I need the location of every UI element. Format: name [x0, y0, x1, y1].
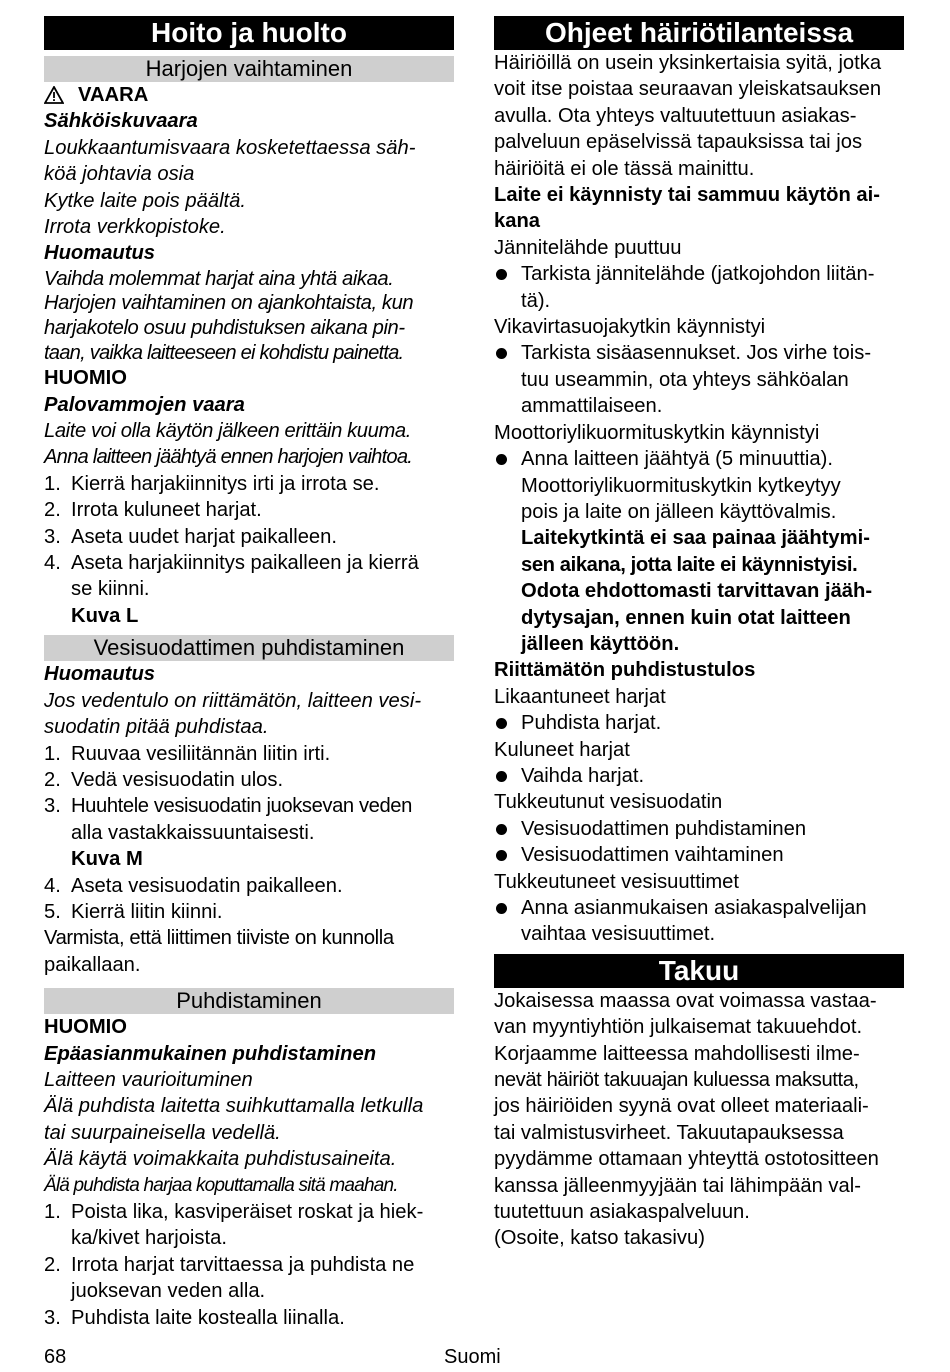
remedy-item: [494, 842, 904, 868]
remedy-item: [494, 763, 904, 789]
text-line: Kierrä harjakiinnitys irti ja irrota se.: [71, 472, 380, 495]
remedy-item: [494, 816, 904, 842]
text-line: taan, vaikka laitteeseen ei kohdistu painetta.: [44, 341, 404, 364]
list-item: [44, 1305, 454, 1331]
section-title-warranty: Takuu: [494, 954, 904, 988]
danger-label: VAARA: [78, 84, 149, 106]
text-line: harjakotelo osuu puhdistuksen aikana pin-: [44, 317, 405, 340]
text-line: köä johtavia osia: [44, 163, 195, 186]
text-line: häiriöitä ei ole tässä mainittu.: [494, 157, 755, 180]
text-line: Laite ei käynnisty tai sammuu käytön ai-: [494, 184, 880, 207]
subheading-cleaning: Puhdistaminen: [44, 988, 454, 1014]
text-line: Korjaamme laitteessa mahdollisesti ilme-: [494, 1042, 860, 1065]
right-column: [494, 16, 904, 1252]
bullet-icon: [496, 771, 507, 782]
text-line: juoksevan veden alla.: [71, 1280, 266, 1303]
subheading-brush-replacement: Harjojen vaihtaminen: [44, 56, 454, 82]
step-number: 2.: [44, 768, 61, 791]
step-number: 1.: [44, 472, 61, 495]
text-line: Puhdista harjat.: [521, 712, 662, 735]
text-line: avulla. Ota yhteys valtuutettuun asiakas-: [494, 104, 857, 127]
step-number: 3.: [44, 525, 61, 548]
text-line: dytysajan, ennen kuin otat laitteen: [521, 606, 851, 629]
step-number: 3.: [44, 1306, 61, 1329]
list-item: [44, 524, 454, 550]
section-title-maintenance: Hoito ja huolto: [44, 16, 454, 50]
text-line: tai valmistusvirheet. Takuutapauksessa: [494, 1121, 844, 1144]
text-line: Poista lika, kasviperäiset roskat ja hiek-: [71, 1201, 424, 1223]
note-text: [44, 267, 454, 365]
list-item: [44, 1199, 454, 1252]
caution-label: HUOMIO: [44, 1016, 127, 1039]
danger-text: [44, 135, 454, 241]
bullet-icon: [496, 269, 507, 280]
text-line: kana: [494, 210, 541, 233]
caution-type: Epäasianmukainen puhdistaminen: [44, 1042, 377, 1065]
text-line: palveluun epäselvissä tapauksissa tai jos: [494, 131, 863, 154]
fault-cause: Jännitelähde puuttuu: [494, 236, 682, 259]
text-line: Vaihda harjat.: [521, 764, 645, 787]
fault-heading: Riittämätön puhdistustulos: [494, 659, 756, 682]
text-line: Älä puhdista laitetta suihkuttamalla letkulla: [44, 1095, 424, 1118]
list-item: [44, 899, 454, 925]
list-item: [44, 1252, 454, 1305]
text-line: Laitekytkintä ei saa painaa jäähtymi-: [521, 527, 870, 550]
note-text: [44, 688, 454, 741]
bullet-icon: [496, 850, 507, 861]
text-line: Ruuvaa vesiliitännän liitin irti.: [71, 742, 331, 765]
bullet-icon: [496, 903, 507, 914]
warning-triangle-icon: [44, 86, 64, 104]
text-line: Anna asianmukaisen asiakaspalvelijan: [521, 897, 867, 919]
troubleshooting-intro: [494, 50, 904, 182]
text-line: Laite voi olla käytön jälkeen erittäin kuuma.: [44, 420, 411, 443]
remedy-item: [494, 261, 904, 314]
step-number: 4.: [44, 874, 61, 897]
text-line: Anna laitteen jäähtyä ennen harjojen vaihtoa.: [44, 446, 413, 469]
step-number: 1.: [44, 742, 61, 765]
list-item: [44, 767, 454, 793]
text-line: Tarkista jännitelähde (jatkojohdon liitän-: [521, 263, 875, 286]
text-line: Jos vedentulo on riittämätön, laitteen vesi-: [44, 689, 422, 712]
text-line: Moottoriylikuormituskytkin kytkeytyy: [521, 474, 841, 497]
text-line: Laitteen vaurioituminen: [44, 1068, 253, 1091]
bullet-icon: [496, 718, 507, 729]
caution-label: HUOMIO: [44, 367, 127, 390]
list-item: [44, 497, 454, 523]
step-number: 5.: [44, 900, 61, 923]
text-line: Huuhtele vesisuodatin juoksevan veden: [71, 795, 412, 818]
text-line: Kytke laite pois päältä.: [44, 189, 246, 212]
note-label: Huomautus: [44, 242, 156, 265]
cleaning-steps-list: [44, 1199, 454, 1331]
danger-type: Sähköiskuvaara: [44, 110, 198, 133]
text-line: Vaihda molemmat harjat aina yhtä aikaa.: [44, 267, 394, 290]
list-item: [44, 873, 454, 899]
text-line: tä).: [521, 289, 551, 312]
text-line: Loukkaantumisvaara kosketettaessa säh-: [44, 136, 416, 159]
left-column: [44, 16, 454, 1331]
step-number: 3.: [44, 795, 61, 818]
bullet-icon: [496, 824, 507, 835]
text-line: Irrota verkkopistoke.: [44, 216, 226, 239]
section-title-troubleshooting: Ohjeet häiriötilanteissa: [494, 16, 904, 50]
text-line: Aseta uudet harjat paikalleen.: [71, 525, 337, 548]
step-number: 2.: [44, 499, 61, 522]
footer-language: Suomi: [444, 1346, 501, 1368]
text-line: paikallaan.: [44, 953, 141, 976]
text-line: Vesisuodattimen vaihtaminen: [521, 844, 784, 867]
text-line: Aseta vesisuodatin paikalleen.: [71, 874, 343, 897]
caution-type: Palovammojen vaara: [44, 393, 245, 416]
text-line: Jokaisessa maassa ovat voimassa vastaa-: [494, 989, 877, 1012]
list-item: [44, 471, 454, 497]
text-line: jälleen käyttöön.: [521, 632, 680, 655]
remedy-item: [494, 340, 904, 419]
figure-reference-m: Kuva M: [71, 848, 143, 871]
text-line: (Osoite, katso takasivu): [494, 1227, 705, 1250]
text-line: van myyntiyhtiön julkaisemat takuuehdot.: [494, 1016, 863, 1039]
text-line: Irrota kuluneet harjat.: [71, 499, 262, 522]
bullet-icon: [496, 454, 507, 465]
text-line: Puhdista laite kostealla liinalla.: [71, 1306, 345, 1329]
text-line: sen aikana, jotta laite ei käynnistyisi.: [521, 553, 858, 576]
fault-cause: Kuluneet harjat: [494, 738, 630, 761]
fault-cause: Moottoriylikuormituskytkin käynnistyi: [494, 421, 820, 444]
text-line: tuutettuun asiakaspalveluun.: [494, 1201, 750, 1224]
text-line: Harjojen vaihtaminen on ajankohtaista, kun: [44, 292, 414, 315]
text-line: Häiriöillä on usein yksinkertaisia syitä, jotka: [494, 52, 882, 74]
text-line: Älä puhdista harjaa koputtamalla sitä maahan.: [44, 1174, 398, 1196]
text-line: Aseta harjakiinnitys paikalleen ja kierrä: [71, 552, 419, 575]
brush-steps-list: [44, 471, 454, 603]
text-line: nevät häiriöt takuuajan kuluessa maksutta,: [494, 1069, 859, 1092]
list-item: [44, 793, 454, 846]
text-line: ka/kivet harjoista.: [71, 1227, 227, 1250]
remedy-item: [494, 446, 904, 657]
step-number: 2.: [44, 1253, 61, 1276]
text-line: kanssa jälleenmyyjään tai lähimpään val-: [494, 1174, 861, 1197]
figure-reference-l: Kuva L: [71, 604, 139, 627]
text-line: Irrota harjat tarvittaessa ja puhdista ne: [71, 1253, 415, 1276]
text-line: Odota ehdottomasti tarvittavan jääh-: [521, 580, 873, 603]
text-line: Varmista, että liittimen tiiviste on kunnolla: [44, 927, 394, 950]
fault-heading: [494, 182, 904, 235]
text-line: vaihtaa vesisuuttimet.: [521, 923, 716, 946]
list-item: [44, 550, 454, 603]
text-line: pois ja laite on jälleen käyttövalmis.: [521, 500, 837, 523]
fault-cause: Vikavirtasuojakytkin käynnistyi: [494, 316, 766, 339]
text-line: pyydämme ottamaan yhteyttä ostotositteen: [494, 1148, 879, 1171]
text-line: Kierrä liitin kiinni.: [71, 900, 223, 923]
filter-closing-text: [44, 925, 454, 978]
text-line: tai suurpaineisella vedellä.: [44, 1121, 281, 1144]
remedy-item: [494, 895, 904, 948]
text-line: jos häiriöiden syynä ovat olleet materiaali-: [494, 1095, 869, 1118]
fault-cause: Tukkeutuneet vesisuuttimet: [494, 870, 739, 893]
text-line: Vedä vesisuodatin ulos.: [71, 768, 284, 791]
remedy-item: [494, 710, 904, 736]
caution-text: [44, 418, 454, 471]
filter-steps-list: [44, 741, 454, 847]
page-number: 68: [44, 1346, 67, 1368]
text-line: Vesisuodattimen puhdistaminen: [521, 817, 807, 840]
text-line: se kiinni.: [71, 578, 150, 601]
fault-cause: Likaantuneet harjat: [494, 685, 666, 708]
danger-heading: [44, 82, 454, 108]
subheading-water-filter: Vesisuodattimen puhdistaminen: [44, 635, 454, 661]
text-line: voit itse poistaa seuraavan yleiskatsauksen: [494, 78, 882, 101]
step-number: 1.: [44, 1201, 61, 1223]
caution-text: [44, 1067, 454, 1199]
text-line: alla vastakkaissuuntaisesti.: [71, 821, 315, 844]
filter-steps-list-continued: [44, 873, 454, 926]
text-line: Tarkista sisäasennukset. Jos virhe tois-: [521, 342, 872, 365]
text-line: tuu useammin, ota yhteys sähköalan: [521, 368, 849, 391]
bullet-icon: [496, 348, 507, 359]
list-item: [44, 741, 454, 767]
step-number: 4.: [44, 552, 61, 575]
warranty-text: [494, 988, 904, 1252]
text-line: Anna laitteen jäähtyä (5 minuuttia).: [521, 448, 833, 471]
text-line: Älä käytä voimakkaita puhdistusaineita.: [44, 1148, 397, 1171]
note-label: Huomautus: [44, 663, 156, 686]
fault-cause: Tukkeutunut vesisuodatin: [494, 791, 723, 814]
text-line: ammattilaiseen.: [521, 395, 663, 418]
text-line: suodatin pitää puhdistaa.: [44, 716, 269, 739]
